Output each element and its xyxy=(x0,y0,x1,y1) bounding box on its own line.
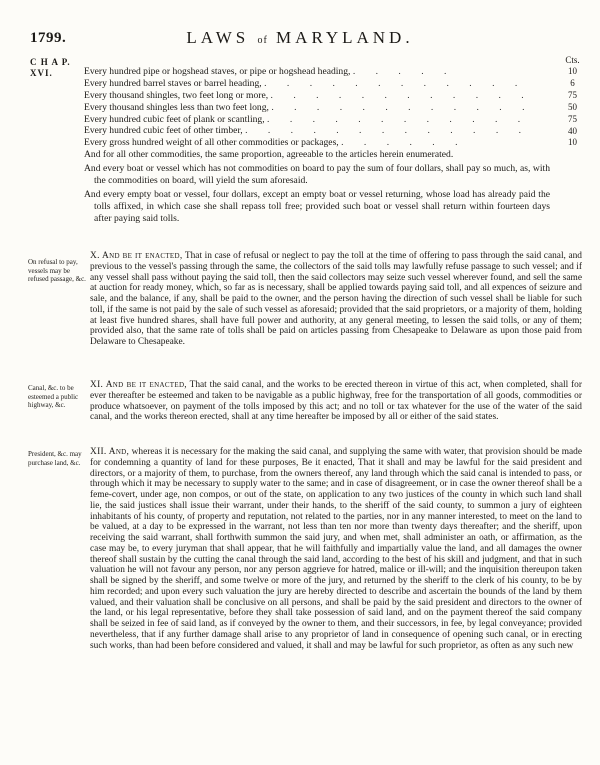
section-11-text: That the said canal, and the works to be erected thereon in virtue of this act, when completed, shall for ever thereafter be esteemed and taken to be navigable as a public highway, free for the transportation of all goods, commodities or produce whatsoever, on payment of the tolls imposed by this act; and no toll or tax whatever for the use of the water of the said canal, and the works thereon erected, shall at any time hereafter be imposed by all or either of the said states. xyxy=(90,380,582,423)
rate-line xyxy=(84,137,550,149)
section-12-lead: XII. And, xyxy=(90,447,130,457)
running-head-maryland: MARYLAND. xyxy=(276,28,414,47)
leader-dots: . . . . . . . . . . . . . xyxy=(245,125,531,137)
leader-dots: . . . . . . xyxy=(341,137,467,149)
rate-text: Every gross hundred weight of all other commodities or packages, xyxy=(84,137,339,149)
margin-note-section-11: Canal, &c. to be esteemed a public highway, &c. xyxy=(28,384,79,409)
rate-line xyxy=(84,66,550,78)
cents-value: 50 xyxy=(568,101,577,112)
chapter-label: C H A P. xyxy=(30,57,71,67)
rate-text: Every hundred pipe or hogshead staves, or pipe or hogshead heading, xyxy=(84,66,351,77)
section-11 xyxy=(90,380,582,423)
running-head-of: of xyxy=(257,35,268,46)
rate-text: Every hundred barrel staves or barrel heading, xyxy=(84,77,262,89)
rate-line xyxy=(84,90,550,102)
cents-heading: Cts. xyxy=(565,55,580,65)
chapter-marker xyxy=(30,57,71,79)
running-head xyxy=(0,28,600,48)
rate-paragraph: And every boat or vessel which has not commodities on board to pay the sum of four dollars, shall pay so much, as, with the commodities on board, will yield the sum aforesaid. xyxy=(84,163,550,187)
cents-value: 10 xyxy=(568,137,577,148)
section-11-lead: XI. And be it enacted, xyxy=(90,380,187,390)
section-12-text: whereas it is necessary for the making the said canal, and supplying the same with water, that provision should be made for condemning a quantity of land for these purposes, Be it enacted, That it shall and may be lawful for the said president and directors, or a majority of them, to purchase, from the owners thereof, any land through which the said canal is intended to pass, or through which it may be necessary to supply water to the same; and in case of disagreement, or in case the owner thereof shall be a feme-covert, under age, non compos, or out of the state, on application to any two justices of the county in which such land shall lie, the said justices shall issue their warrant, under their hands, to the sheriff of the said county, to summon a jury of eighteen inhabitants of his county, of property and reputation, not related to the parties, nor in any manner interested, to meet on the land to be valued, at a day to be expressed in the warrant, not less than ten nor more than twenty days thereafter; and the sheriff, upon receiving the said warrant, shall forthwith summon the said jury, and when met, shall administer an oath, or affirmation, as the case may be, to every juryman that shall appear, that he will faithfully and impartially value the land, and all damages the owner thereof shall sustain by the cutting the canal through the said land, according to the best of his skill and judgment, and that in such valuation he will not favour any person, nor any person aggrieve for hatred, malice or ill-will; and the inquisition thereupon taken shall be signed by the sheriff, and some twelve or more of the jury, and returned by the sheriff to the clerk of his county, to be by him recorded; and upon every such valuation the jury are hereby directed to describe and ascertain the bounds of the land by them valued, and their valuation shall be conclusive on all persons, and shall be paid by the said president and directors to the owner of the land, or his legal representative, before they shall take possession of said land, and on the payment thereof the said company shall be seized in fee of said land, as if conveyed by the owner to them, and their successors, in fee, by legal conveyance; provided nevertheless, that if any further damage shall arise to any proprietor of land in consequence of opening such canal, or in erecting such works, than had been before considered and valued, it shall and may be lawful for such proprietor, as often as any such new xyxy=(90,447,583,651)
leader-dots: . . . . . . . . . . . . xyxy=(270,89,533,101)
running-head-laws: LAWS xyxy=(186,28,250,47)
leader-dots: . . . . . . . . . . . . xyxy=(267,113,530,125)
leader-dots: . . . . . . . . . . . . xyxy=(264,77,527,89)
rate-text: Every hundred cubic feet of other timber, xyxy=(84,125,243,137)
rate-text: Every hundred cubic feet of plank or scantling, xyxy=(84,113,265,125)
cents-value: 6 xyxy=(570,77,575,88)
cents-value: 10 xyxy=(568,66,577,76)
margin-note-section-12: President, &c. may purchase land, &c. xyxy=(28,450,82,467)
rate-line xyxy=(84,78,550,90)
rate-text: Every thousand shingles, two feet long or more, xyxy=(84,89,269,101)
toll-rates-list xyxy=(84,66,550,225)
margin-note-section-10: On refusal to pay, vessels may be refused passage, &c. xyxy=(28,258,86,283)
rate-paragraph: And every empty boat or vessel, four dollars, except an empty boat or vessel returning, whose load has already paid the tolls affixed, in which case she shall repass toll free; provided such boat or vessel shall return within fourteen days after paying said tolls. xyxy=(84,188,550,224)
section-10-lead: X. And be it enacted, xyxy=(90,251,183,261)
section-10-text: That in case of refusal or neglect to pay the toll at the time of offering to pass through the said canal, and previous to the vessel's passing through the same, the collectors of the said tolls may lawfully refuse passage to such vessel; and if any vessel shall pass without paying the said toll, then the said collectors may seize such vessel wherever found, and sell the same at auction for ready money, which, so far as is necessary, shall be applied towards paying said toll, and all expences of seizure and sale, and the balance, if any, shall be paid to the owner, and the person having the direction of such vessel shall be liable for such toll, if the same is not paid by the sale of such vessel as aforesaid; provided that the said proprietors, or a majority of them, holding at least five hundred shares, shall have full power and authority, at any general meeting, to lessen the said tolls, or any of them; provided also, that the same rate of tolls shall be paid on articles passing from Chesapeake to Delaware as upon those paid from Delaware to Chesapeake. xyxy=(90,251,582,347)
page-year: 1799. xyxy=(30,30,67,46)
cents-value: 75 xyxy=(568,113,577,124)
cents-column xyxy=(555,55,590,149)
rate-text: Every thousand shingles less than two feet long, xyxy=(84,101,269,113)
section-10 xyxy=(90,251,582,348)
rate-line xyxy=(84,114,550,126)
rate-line xyxy=(84,102,550,114)
cents-value: 40 xyxy=(568,125,577,136)
leader-dots: . . . . . xyxy=(352,66,456,77)
cents-value: 75 xyxy=(568,89,577,100)
section-12 xyxy=(90,447,582,651)
leader-dots: . . . . . . . . . . . . xyxy=(271,101,534,113)
rate-line xyxy=(84,125,550,137)
chapter-number: XVI. xyxy=(30,68,53,78)
rate-paragraph: And for all other commodities, the same proportion, agreeable to the articles herein enumerated. xyxy=(84,149,454,161)
